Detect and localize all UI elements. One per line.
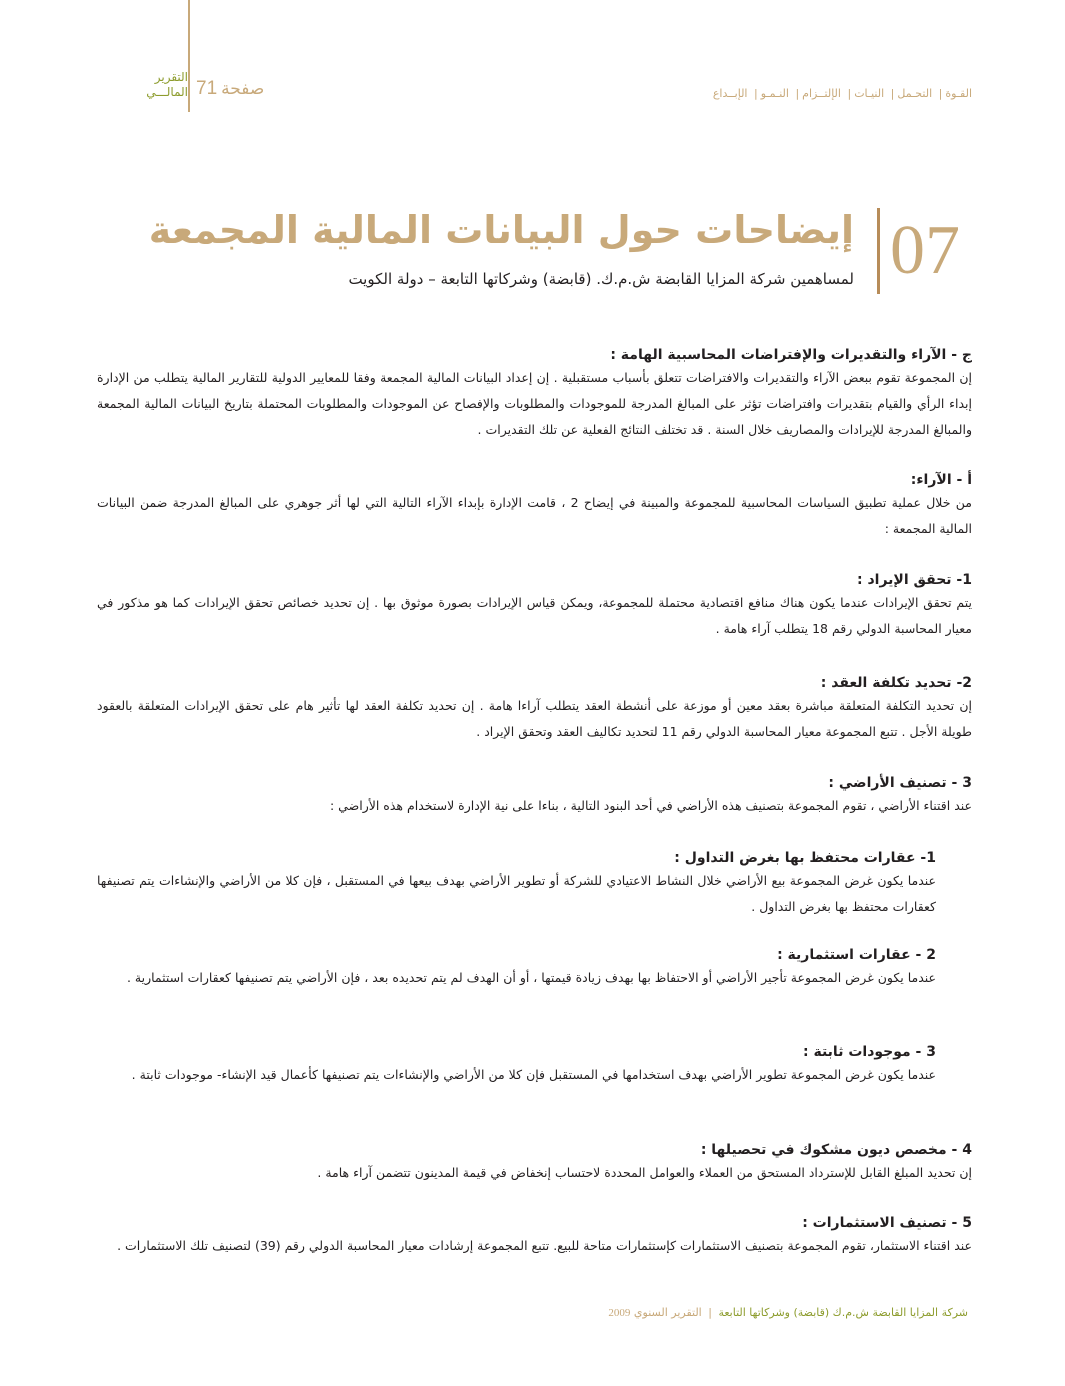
nav-item: الإبــداع — [712, 87, 748, 100]
section-number: 07 — [890, 212, 960, 289]
page-word: صفحة — [221, 79, 265, 99]
page-number — [196, 78, 264, 100]
footer-year: 2009 — [608, 1307, 631, 1319]
vertical-divider-line — [188, 0, 190, 112]
note-heading: 1- عقارات محتفظ بها بغرض التداول : — [674, 850, 936, 866]
page-title: إيضاحات حول البيانات المالية المجمعة — [148, 208, 854, 252]
note-block — [97, 1140, 972, 1186]
note-heading: 3 - موجودات ثابتة : — [803, 1044, 936, 1060]
note-block — [97, 1213, 972, 1259]
note-text: إن تحديد المبلغ القابل للإسترداد المستحق من العملاء والعوامل المحددة لاحتساب إنخفاض في قيمة المدينون تتضمن آراء هامة . — [317, 1165, 972, 1180]
note-text: عند اقتناء الاستثمار، تقوم المجموعة بتصنيف الاستثمارات كإستثمارات متاحة للبيع. تتبع المجموعة إرشادات معيار المحاسبة الدولي رقم (39) لتصنيف تلك الاستثمارات . — [117, 1238, 972, 1253]
note-heading: 1- تحقق الإيراد : — [857, 572, 972, 588]
note-block — [97, 848, 972, 920]
note-text: عند اقتناء الأراضي ، تقوم المجموعة بتصنيف هذه الأراضي في أحد البنود التالية ، بناءا على نية الإدارة لاستخدام هذه الأراضي : — [330, 798, 972, 813]
note-text: عندما يكون غرض المجموعة بيع الأراضي خلال النشاط الاعتيادي للشركة أو تطوير الأراضي بهدف بيعها في المستقبل ، فإن كلا من الأراضي والإنشاءات يتم تصنيفها كعقارات محتفظ بها بغرض التداول . — [97, 873, 936, 914]
note-text: إن المجموعة تقوم ببعض الآراء والتقديرات والافتراضات تتعلق بأسباب مستقبلية . إن إعداد البيانات المالية المجمعة وفقا للمعايير الدولية للتقارير المالية يتطلب من الإدارة إبداء الرأي والقيام بتقديرات وافتراضات تؤثر على المبالغ المدرجة للموجودات والمطلوبات والإفصاح عن الموجودات والمطلوبات المحتملة بتاريخ البيانات المالية المجمعة والمبالغ المدرجة للإيرادات والمصاريف خلال السنة . قد تختلف النتائج الفعلية عن تلك التقديرات . — [97, 370, 972, 437]
report-label — [140, 70, 188, 100]
note-block — [97, 470, 972, 542]
note-heading: ج - الآراء والتقديرات والإفتراضات المحاسبية الهامة : — [610, 347, 972, 363]
note-heading: 3 - تصنيف الأراضي : — [828, 775, 972, 791]
page-subtitle: لمساهمين شركة المزايا القابضة ش.م.ك. (قابضة) وشركاتها التابعة – دولة الكويت — [348, 270, 854, 288]
report-label-line2: المالـــي — [146, 85, 188, 99]
footer-report: التقرير السنوي — [633, 1306, 702, 1319]
footer — [608, 1306, 968, 1319]
note-block — [97, 345, 972, 443]
footer-separator: | — [708, 1306, 712, 1319]
note-text: إن تحديد التكلفة المتعلقة مباشرة بعقد معين أو موزعة على أنشطة العقد يتطلب آراءا هامة . إن تحديد تكلفة العقد لها تأثير هام على تحقق الإيرادات المتعلقة بالعقود طويلة الأجل . تتبع المجموعة معيار المحاسبة الدولي رقم 11 لتحديد تكاليف العقد وتحقق الإيراد . — [97, 698, 972, 739]
note-block — [97, 570, 972, 642]
note-block — [97, 773, 972, 819]
note-block — [97, 945, 972, 991]
nav-item: القـوة — [945, 87, 972, 100]
note-heading: 2- تحديد تكلفة العقد : — [820, 675, 972, 691]
note-heading: 4 - مخصص ديون مشكوك في تحصيلها : — [700, 1142, 972, 1158]
note-heading: 5 - تصنيف الاستثمارات : — [802, 1215, 972, 1231]
nav-item: الإلتــزام — [802, 87, 841, 100]
note-text: من خلال عملية تطبيق السياسات المحاسبية للمجموعة والمبينة في إيضاح 2 ، قامت الإدارة بإبداء الآراء التالية التي لها أثر جوهري على المبالغ المدرجة ضمن البيانات المالية المجمعة : — [97, 495, 973, 536]
note-block — [97, 1042, 972, 1088]
nav-item: التحـمل — [897, 87, 933, 100]
nav-item: النيـات — [854, 87, 885, 100]
note-block — [97, 673, 972, 745]
page-number-value: 71 — [196, 78, 218, 99]
note-heading: أ - الآراء: — [910, 472, 972, 488]
note-text: يتم تحقق الإيرادات عندما يكون هناك منافع اقتصادية محتملة للمجموعة، ويمكن قياس الإيرادات بصورة موثوق بها . إن تحديد خصائص تحقق الإيرادات كما هو مذكور في معيار المحاسبة الدولي رقم 18 يتطلب آراء هامة . — [97, 595, 972, 636]
note-text: عندما يكون غرض المجموعة تأجير الأراضي أو الاحتفاظ بها بهدف زيادة قيمتها ، أو أن الهدف لم يتم تحديده بعد ، فإن الأراضي يتم تصنيفها كعقارات استثمارية . — [126, 970, 936, 985]
footer-company: شركة المزايا القابضة ش.م.ك (قابضة) وشركاتها التابعة — [718, 1306, 968, 1319]
report-label-line1: التقرير — [154, 70, 188, 84]
note-heading: 2 - عقارات استثمارية : — [777, 947, 936, 963]
top-nav: القـوة| التحـمل| النيـات| الإلتــزام| النـمـو| الإبــداع — [712, 87, 972, 100]
nav-item: النـمـو — [760, 87, 789, 100]
note-text: عندما يكون غرض المجموعة تطوير الأراضي بهدف استخدامها في المستقبل فإن كلا من الأراضي والإنشاءات يتم تصنيفها كأعمال قيد الإنشاء- موجودات ثابتة . — [131, 1067, 936, 1082]
section-divider — [877, 208, 880, 294]
